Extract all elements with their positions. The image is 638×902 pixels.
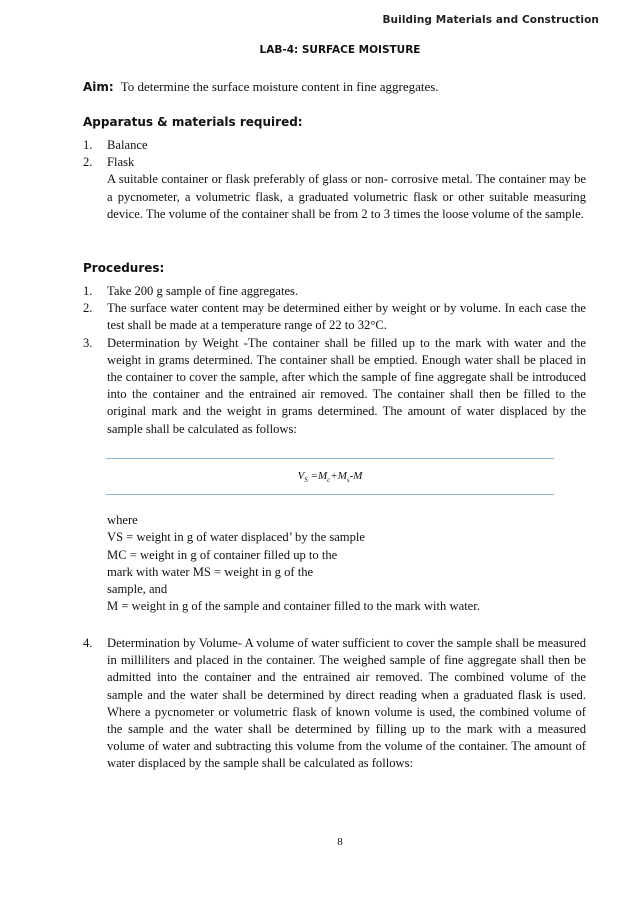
- step-number: 1.: [83, 284, 93, 298]
- aim-text: To determine the surface moisture content in fine aggregates.: [120, 79, 439, 94]
- step-number: 4.: [83, 636, 93, 650]
- aim-section: [83, 79, 598, 95]
- procedure-step: [83, 300, 586, 334]
- item-text: Flask: [107, 155, 135, 170]
- step-number: 2.: [83, 301, 93, 316]
- procedure-step: [83, 283, 586, 300]
- formula-rule-top: [106, 458, 554, 459]
- apparatus-heading: Apparatus & materials required:: [83, 115, 303, 129]
- apparatus-item: [83, 154, 586, 223]
- step-text: Determination by Weight -The container shall be filled up to the mark with water and the weight in grams determined. The container shall be emptied. Enough water shall be placed in the container to cover the sample, after which the sample of fine aggregate shall be introduced into the container and the entrained air removed. The container shall then be filled to the original mark and the weight in grams determined. The amount of water displaced by the sample shall be calculated as follows:: [107, 335, 586, 436]
- running-header: Building Materials and Construction: [382, 14, 599, 26]
- step-text: Take 200 g sample of fine aggregates.: [107, 284, 299, 298]
- procedure-steps-4: [83, 635, 586, 773]
- step-number: 3.: [83, 335, 93, 350]
- procedure-step: [83, 335, 586, 438]
- procedure-steps-1-3: [83, 283, 586, 438]
- apparatus-list: [83, 137, 586, 223]
- where-line: VS = weight in g of water displaced’ by the sample: [107, 530, 365, 545]
- item-text: Balance: [107, 138, 148, 152]
- procedures-heading: Procedures:: [83, 261, 165, 275]
- where-line: M = weight in g of the sample and container filled to the mark with water.: [107, 599, 480, 614]
- item-number: 1.: [83, 138, 93, 152]
- lab-title: LAB-4: SURFACE MOISTURE: [259, 44, 421, 56]
- flask-description: A suitable container or flask preferably of glass or non- corrosive metal. The container may be a pycnometer, a volumetric flask, a graduated volumetric flask or other suitable measuring device. The volume of the container shall be from 2 to 3 times the loose volume of the sample.: [107, 172, 586, 221]
- step-text: The surface water content may be determined either by weight or by volume. In each case the test shall be made at a temperature range of 22 to 32°C.: [107, 301, 586, 333]
- item-number: 2.: [83, 155, 93, 170]
- formula-rule-bottom: [106, 494, 554, 495]
- where-line: mark with water MS = weight in g of the: [107, 564, 314, 579]
- formula: $V_S =M_c+M_s-M$: [297, 470, 363, 485]
- apparatus-item: [83, 137, 586, 154]
- procedure-step: [83, 635, 586, 773]
- where-line: where: [107, 513, 138, 527]
- aim-label: Aim:: [83, 80, 114, 94]
- page-number: 8: [337, 836, 343, 848]
- where-definitions: [107, 512, 587, 616]
- where-line: sample, and: [107, 582, 168, 597]
- where-line: MC = weight in g of container filled up to the: [107, 547, 338, 562]
- step-text: Determination by Volume- A volume of water sufficient to cover the sample shall be measured in milliliters and placed in the container. The weighed sample of fine aggregate shall then be admitted into the container and the entrained air removed. The combined volume of the sample and the water shall be determined by direct reading when a graduated flask is used. Where a pycnometer or volumetric flask of known volume is used, the combined volume of the sample and the water shall be determined by filling up to the mark with a measured volume of water and subtracting this volume from the volume of the container. The amount of water displaced by the sample shall be calculated as follows:: [107, 636, 586, 771]
